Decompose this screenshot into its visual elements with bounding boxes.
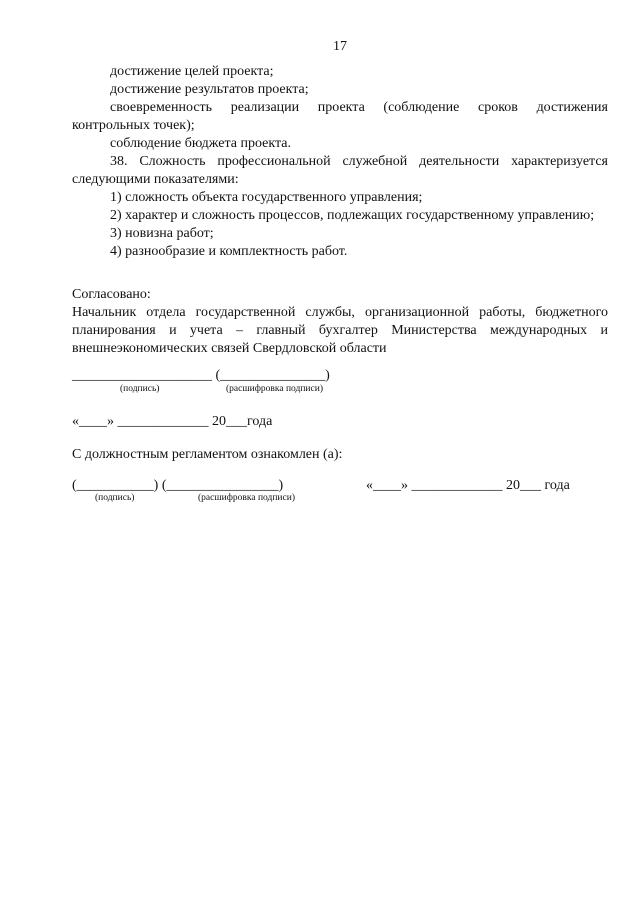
point-38-text: 38. Сложность профессиональной служебной деятельности характеризуется следующими показателями: <box>72 154 608 187</box>
acquainted-label: С должностным регламентом ознакомлен (а): <box>72 447 343 462</box>
goals-list <box>72 63 608 153</box>
list-item: 1) сложность объекта государственного управления; <box>110 190 423 205</box>
list-item: 4) разнообразие и комплектность работ. <box>110 244 348 259</box>
list-item: 2) характер и сложность процессов, подлежащих государственному управлению; <box>110 208 595 223</box>
agreed-signature-line: ____________________ (_______________) <box>72 368 330 383</box>
point-38 <box>72 153 608 261</box>
agreed-section <box>72 286 608 358</box>
list-item: достижение целей проекта; <box>110 64 274 79</box>
acquainted-date-line: «____» _____________ 20___ года <box>366 478 570 493</box>
acquainted-signature-caption: (подпись) <box>95 493 135 503</box>
agreed-signature-caption: (подпись) <box>120 384 160 394</box>
page-number: 17 <box>333 39 347 54</box>
agreed-date-line: «____» _____________ 20___года <box>72 414 273 429</box>
list-item: своевременность реализации проекта (соблюдение сроков достижения контрольных точек); <box>72 100 608 133</box>
acquainted-decode-caption: (расшифровка подписи) <box>198 493 295 503</box>
agreed-label: Согласовано: <box>72 287 151 302</box>
acquainted-signature-line: (___________) (________________) <box>72 478 284 493</box>
list-item: достижение результатов проекта; <box>110 82 309 97</box>
agreed-position: Начальник отдела государственной службы, организационной работы, бюджетного планирования и учета – главный бухгалтер Министерства международных и внешнеэкономических связей Свердловской области <box>72 305 608 356</box>
agreed-decode-caption: (расшифровка подписи) <box>226 384 323 394</box>
list-item: соблюдение бюджета проекта. <box>110 136 291 151</box>
list-item: 3) новизна работ; <box>110 226 214 241</box>
